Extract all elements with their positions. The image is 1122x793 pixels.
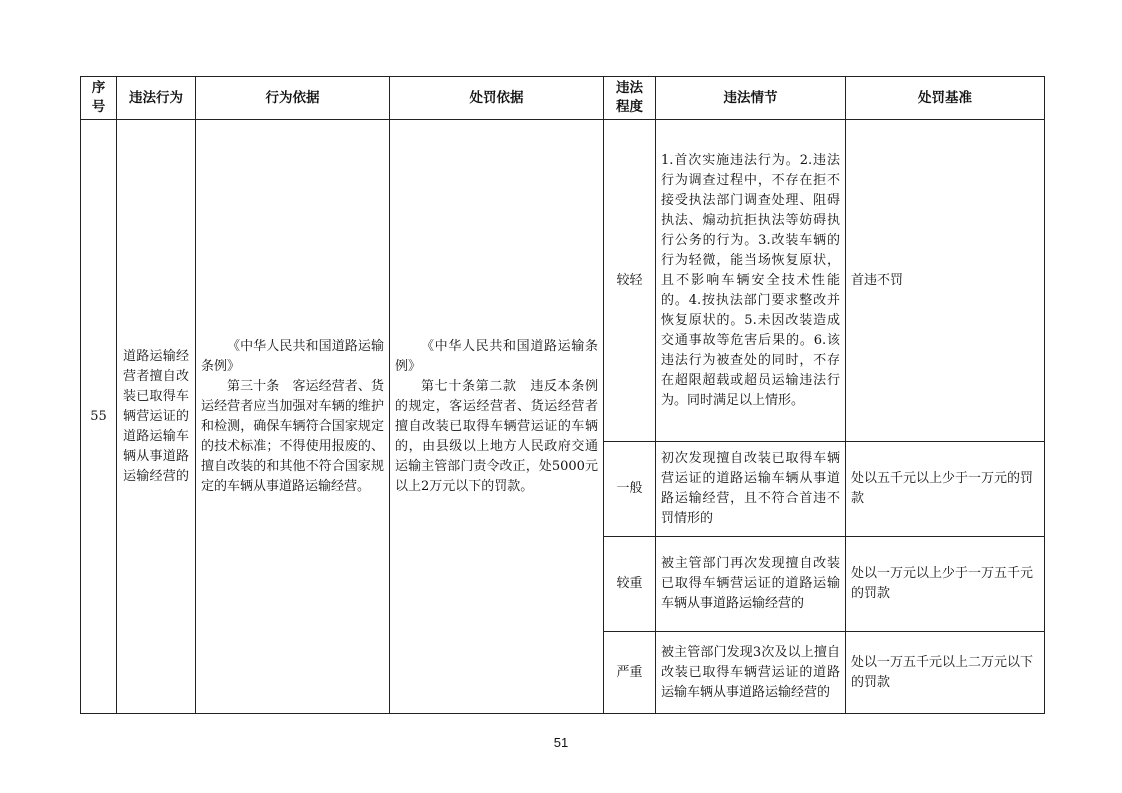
level-circumstance: 1.首次实施违法行为。2.违法行为调查过程中，不存在拒不接受执法部门调查处理、阻碍执法、煽动抗拒执法等妨碍执行公务的行为。3.改装车辆的行为轻微，能当场恢复原状，且不影响车辆安全技术性能的。4.按执法部门要求整改并恢复原状的。5.未因改装造成交通事故等危害后果的。6.该违法行为被查处的同时，不存在超限超载或超员运输违法行为。同时满足以上情形。 bbox=[656, 120, 846, 442]
table-row bbox=[81, 120, 1045, 442]
basis-text: 第三十条 客运经营者、货运经营者应当加强对车辆的维护和检测，确保车辆符合国家规定的技术标准；不得使用报废的、擅自改装的和其他不符合国家规定的车辆从事道路运输经营。 bbox=[201, 378, 384, 494]
header-behavior: 违法行为 bbox=[117, 77, 196, 120]
level-degree: 较重 bbox=[604, 537, 656, 632]
penalty-table bbox=[80, 76, 1045, 714]
header-penalty-basis: 处罚依据 bbox=[390, 77, 604, 120]
header-row bbox=[81, 77, 1045, 120]
row-penalty-basis bbox=[390, 120, 604, 714]
row-seq: 55 bbox=[81, 120, 117, 714]
header-circumstance: 违法情节 bbox=[656, 77, 846, 120]
row-basis bbox=[196, 120, 390, 714]
row-behavior: 道路运输经营者擅自改装已取得车辆营运证的道路运输车辆从事道路运输经营的 bbox=[117, 120, 196, 714]
level-standard: 处以五千元以上少于一万元的罚款 bbox=[846, 442, 1045, 537]
level-degree: 严重 bbox=[604, 632, 656, 714]
level-degree: 较轻 bbox=[604, 120, 656, 442]
level-standard: 处以一万五千元以上二万元以下的罚款 bbox=[846, 632, 1045, 714]
penalty-title: 《中华人民共和国道路运输条例》 bbox=[395, 338, 598, 374]
level-circumstance: 初次发现擅自改装已取得车辆营运证的道路运输车辆从事道路运输经营，且不符合首违不罚情形的 bbox=[656, 442, 846, 537]
basis-title: 《中华人民共和国道路运输条例》 bbox=[201, 338, 384, 374]
penalty-text: 第七十条第二款 违反本条例的规定，客运经营者、货运经营者擅自改装已取得车辆营运证的车辆的，由县级以上地方人民政府交通运输主管部门责令改正，处5000元以上2万元以下的罚款。 bbox=[395, 378, 598, 494]
level-standard: 处以一万元以上少于一万五千元的罚款 bbox=[846, 537, 1045, 632]
header-standard: 处罚基准 bbox=[846, 77, 1045, 120]
level-circumstance: 被主管部门再次发现擅自改装已取得车辆营运证的道路运输车辆从事道路运输经营的 bbox=[656, 537, 846, 632]
header-basis: 行为依据 bbox=[196, 77, 390, 120]
page-number: 51 bbox=[553, 735, 569, 750]
level-degree: 一般 bbox=[604, 442, 656, 537]
header-degree: 违法程度 bbox=[604, 77, 656, 120]
level-circumstance: 被主管部门发现3次及以上擅自改装已取得车辆营运证的道路运输车辆从事道路运输经营的 bbox=[656, 632, 846, 714]
header-seq: 序号 bbox=[81, 77, 117, 120]
level-standard: 首违不罚 bbox=[846, 120, 1045, 442]
